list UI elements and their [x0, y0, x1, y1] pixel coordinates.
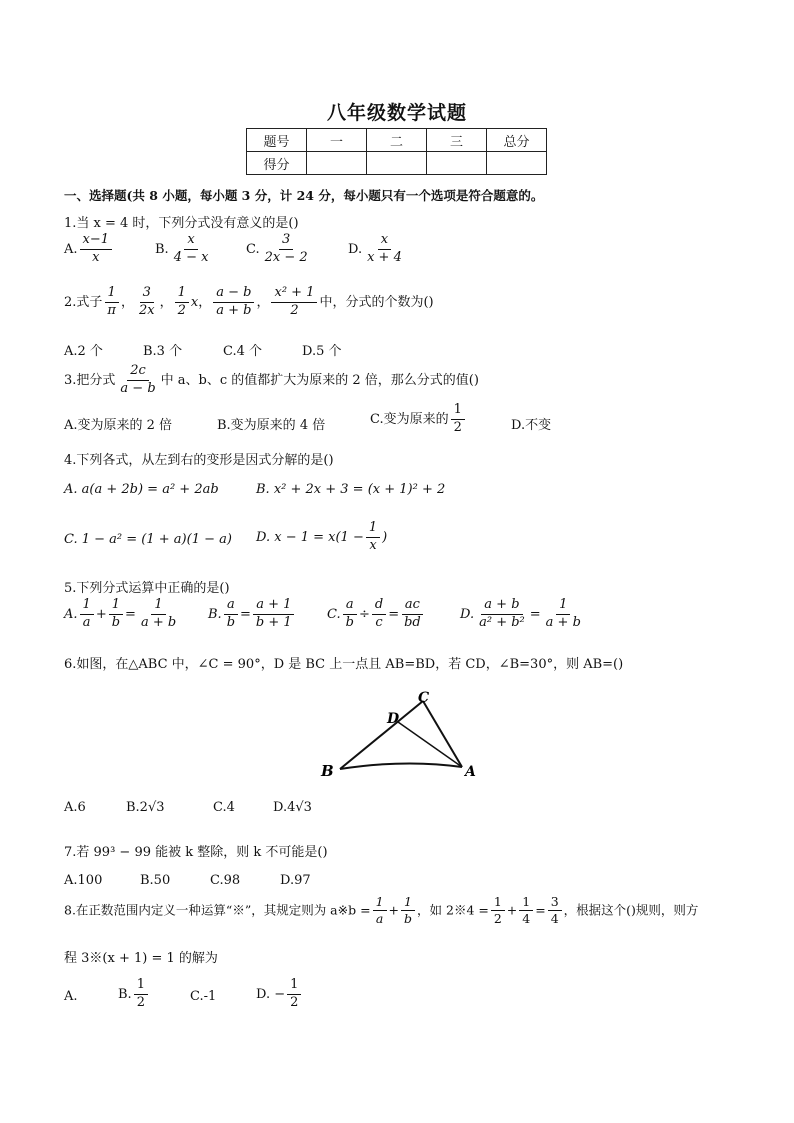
segment-bc: [340, 701, 423, 769]
question-6-option-a: A.6: [64, 800, 86, 815]
vertex-c-label: C: [418, 690, 430, 706]
triangle-figure: [315, 685, 485, 780]
question-5-option-a: A. $\frac{1}{a}$ + $\frac{1}{b}$ = $\frac{1}{a + b}$: [64, 597, 177, 630]
score-cell: 一: [307, 129, 367, 152]
question-1-option-d: [348, 233, 407, 266]
question-3-option-a: A.变为原来的 2 倍: [64, 418, 173, 433]
question-4-option-c: C. 1 − a² = (1 + a)(1 − a): [64, 532, 232, 547]
fraction: $\frac{x}{x + 4}$: [367, 232, 402, 265]
question-7-option-a: A.100: [64, 873, 103, 888]
question-6-stem: 6.如图，在△ABC 中，∠C = 90°，D 是 BC 上一点且 AB=BD，若 CD，∠B=30°，则 AB=(): [64, 657, 624, 672]
vertex-b-label: B: [321, 762, 334, 780]
score-cell: 得分: [247, 152, 307, 175]
question-5-stem: 5.下列分式运算中正确的是(): [64, 581, 230, 596]
score-cell[interactable]: [427, 152, 487, 175]
question-2-option-c: C.4 个: [223, 344, 263, 359]
question-1-option-a: [64, 233, 114, 266]
option-label: D.: [348, 241, 363, 257]
score-cell[interactable]: [367, 152, 427, 175]
score-cell: 总分: [487, 129, 547, 152]
question-6-option-c: C.4: [213, 800, 235, 815]
question-8-option-b: B. $\frac{1}{2}$: [118, 978, 150, 1011]
question-2-option-a: A.2 个: [64, 344, 103, 359]
score-cell[interactable]: [307, 152, 367, 175]
score-table: [246, 128, 547, 175]
question-3-option-c: C.变为原来的 $\frac{1}{2}$: [370, 403, 467, 436]
question-5-option-b: B. $\frac{a}{b}$ = $\frac{a + 1}{b + 1}$: [208, 598, 297, 631]
fraction: $\frac{x}{4 - x}$: [173, 232, 209, 265]
question-8-option-a: A.: [64, 989, 78, 1004]
question-4-option-d: D. x − 1 = x(1 − $\frac{1}{x}$ ): [256, 520, 388, 553]
score-cell: 二: [367, 129, 427, 152]
question-2-stem: 2.式子 $\frac{1}{\pi}$ ， $\frac{3}{2x}$ ， $\frac{1}{2}$ x， $\frac{a - b}{a + b}$ ， $\frac{\text{x² + 1}}{2}$ 中，分式的个数为(): [64, 285, 434, 318]
question-1-option-c: [246, 233, 313, 266]
question-6-option-b: B.2√3: [126, 800, 165, 815]
vertex-a-label: A: [465, 764, 476, 780]
vertex-d-label: D: [387, 711, 400, 727]
question-7-option-d: D.97: [280, 873, 311, 888]
question-3-stem: 3.把分式 $\frac{2c}{a - b}$ 中 a、b、c 的值都扩大为原来的 2 倍，那么分式的值(): [64, 363, 479, 396]
fraction: $\frac{3}{2x - 2}$: [264, 232, 308, 265]
score-cell[interactable]: [487, 152, 547, 175]
page-title: 八年级数学试题: [326, 102, 467, 124]
question-8-line-1: 8.在正数范围内定义一种运算“※”，其规定则为 a※b = $\frac{1}{a}$ + $\frac{1}{b}$ ，如 2※4 = $\frac{1}{2}$ + $\frac{1}{4}$ = $\frac{3}{4}$ ，根据这个()规则，则方: [64, 894, 699, 927]
question-4-option-a: A. a(a + 2b) = a² + 2ab: [64, 482, 219, 497]
question-6-option-d: D.4√3: [273, 800, 312, 815]
question-7-option-b: B.50: [140, 873, 171, 888]
question-4-option-b: B. x² + 2x + 3 = (x + 1)² + 2: [256, 482, 446, 497]
question-8-line-2: 程 3※(x + 1) = 1 的解为: [64, 951, 218, 966]
question-2-option-d: D.5 个: [302, 344, 342, 359]
question-4-stem: 4.下列各式，从左到右的变形是因式分解的是(): [64, 453, 334, 468]
option-label: B.: [155, 241, 169, 257]
question-5-option-d: D. $\frac{a + b}{\text{a² + b²}}$ = $\frac{1}{a + b}$: [460, 597, 581, 630]
question-1-option-b: [155, 233, 213, 266]
question-3-option-d: D.不变: [511, 418, 552, 433]
question-1-stem: 1.当 x = 4 时，下列分式没有意义的是(): [64, 216, 299, 231]
question-2-option-b: B.3 个: [143, 344, 183, 359]
fraction: $\frac{x-1}{x}$: [80, 233, 113, 266]
option-label: A.: [64, 241, 78, 257]
option-label: C.: [246, 241, 260, 257]
score-table-header-row: [247, 129, 547, 152]
question-7-stem: 7.若 99³ − 99 能被 k 整除，则 k 不可能是(): [64, 845, 328, 860]
question-8-option-c: C.-1: [190, 989, 217, 1004]
question-7-option-c: C.98: [210, 873, 241, 888]
question-3-option-b: B.变为原来的 4 倍: [217, 418, 326, 433]
section-heading: 一、选择题(共 8 小题，每小题 3 分，计 24 分，每小题只有一个选项是符合题意的。: [64, 188, 544, 203]
segment-da: [398, 722, 462, 767]
question-5-option-c: C. $\frac{a}{b}$ ÷ $\frac{d}{c}$ = $\frac{ac}{bd}$: [327, 598, 426, 631]
score-table-score-row: [247, 152, 547, 175]
score-cell: 三: [427, 129, 487, 152]
segment-ba: [340, 763, 462, 769]
segment-ca: [423, 701, 462, 767]
score-cell: 题号: [247, 129, 307, 152]
question-8-option-d: D. − $\frac{1}{2}$: [256, 978, 303, 1011]
